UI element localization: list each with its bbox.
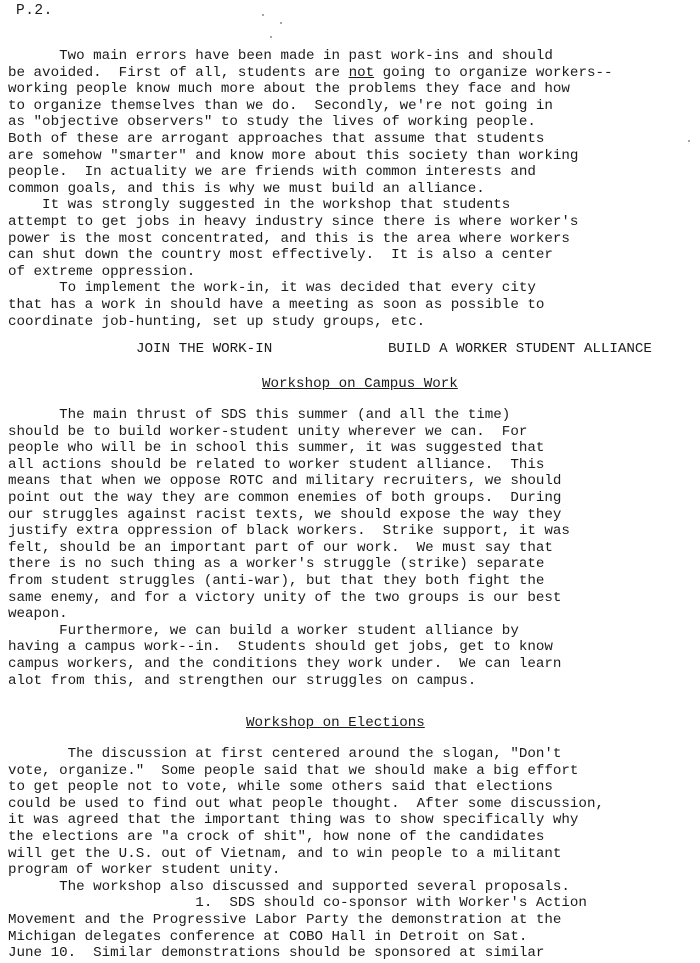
text-line: attempt to get jobs in heavy industry since there is where worker's <box>8 213 579 230</box>
text-line: the elections are "a crock of shit", how none of the candidates <box>8 828 545 845</box>
text-line: The workshop also discussed and supported several proposals. <box>8 878 570 895</box>
text-line: as "objective observers" to study the lives of working people. <box>8 114 536 131</box>
text-line: same enemy, and for a victory unity of the two groups is our best <box>8 589 562 606</box>
text-line: of extreme oppression. <box>8 263 196 280</box>
text-line: felt, should be an important part of our work. We must say that <box>8 539 553 556</box>
text-line: weapon. <box>8 606 68 623</box>
intro-section <box>8 48 696 330</box>
text-line: campus workers, and the conditions they work under. We can learn <box>8 655 562 672</box>
text-line: program of worker student unity. <box>8 862 281 879</box>
text-line: people who will be in school this summer, it was suggested that <box>8 440 545 457</box>
scan-speck <box>262 14 264 16</box>
text-line: be avoided. First of all, students are not going to organize workers-- <box>8 64 613 81</box>
text-line: Movement and the Progressive Labor Party the demonstration at the <box>8 911 562 928</box>
page-number: P.2. <box>16 3 53 19</box>
text-line: common goals, and this is why we must build an alliance. <box>8 180 485 197</box>
text-line: could be used to find out what people thought. After some discussion, <box>8 795 604 812</box>
text-line: that has a work in should have a meeting as soon as possible to <box>8 296 545 313</box>
text-line: are somehow "smarter" and know more about this society than working <box>8 147 579 164</box>
text-line: June 10. Similar demonstrations should be sponsored at similar <box>8 945 545 962</box>
text-line: will get the U.S. out of Vietnam, and to win people to a militant <box>8 845 562 862</box>
text-line: The discussion at first centered around the slogan, "Don't <box>8 746 562 762</box>
text-line: there is no such thing as a worker's struggle (strike) separate <box>8 556 545 573</box>
text-line: to get people not to vote, while some others said that elections <box>8 779 553 796</box>
text-line: alot from this, and strengthen our struggles on campus. <box>8 672 477 689</box>
text-line: justify extra oppression of black workers. Strike support, it was <box>8 523 570 540</box>
text-line: Two main errors have been made in past work-ins and should <box>8 48 553 64</box>
text-line: having a campus work--in. Students should get jobs, get to know <box>8 639 553 656</box>
text-line: Michigan delegates conference at COBO Hall in Detroit on Sat. <box>8 928 528 945</box>
slogan-join-work-in: JOIN THE WORK-IN <box>136 341 273 357</box>
text-line: means that when we oppose ROTC and military recruiters, we should <box>8 473 562 490</box>
text-line: people. In actuality we are friends with common interests and <box>8 164 536 181</box>
text-line: The main thrust of SDS this summer (and all the time) <box>8 407 511 423</box>
elections-section <box>8 746 696 962</box>
campus-work-section <box>8 407 696 689</box>
scan-speck <box>270 36 272 38</box>
text-line: point out the way they are common enemies of both groups. During <box>8 489 562 506</box>
text-line: 1. SDS should co-sponsor with Worker's Action <box>8 895 587 912</box>
text-line: from student struggles (anti-war), but that they both fight the <box>8 572 545 589</box>
text-line: Both of these are arrogant approaches that assume that students <box>8 130 545 147</box>
text-line: can shut down the country most effectively. It is also a center <box>8 247 553 264</box>
text-line: It was strongly suggested in the workshop that students <box>8 197 511 214</box>
scan-speck <box>280 22 282 24</box>
text-line: working people know much more about the problems they face and how <box>8 81 570 98</box>
text-line: to organize themselves than we do. Secondly, we're not going in <box>8 97 553 114</box>
text-line: all actions should be related to worker student alliance. This <box>8 456 545 473</box>
text-line: To implement the work-in, it was decided that every city <box>8 280 536 297</box>
text-line: our struggles against racist texts, we should expose the way they <box>8 506 562 523</box>
campus-work-heading: Workshop on Campus Work <box>262 376 458 392</box>
slogan-build-alliance: BUILD A WORKER STUDENT ALLIANCE <box>388 341 652 357</box>
text-line: Furthermore, we can build a worker student alliance by <box>8 622 519 639</box>
elections-heading: Workshop on Elections <box>246 715 425 731</box>
text-line: coordinate job-hunting, set up study groups, etc. <box>8 313 426 330</box>
text-line: it was agreed that the important thing was to show specifically why <box>8 812 579 829</box>
text-line: vote, organize." Some people said that we should make a big effort <box>8 762 579 779</box>
text-line: should be to build worker-student unity wherever we can. For <box>8 423 528 440</box>
text-line: power is the most concentrated, and this is the area where workers <box>8 230 570 247</box>
